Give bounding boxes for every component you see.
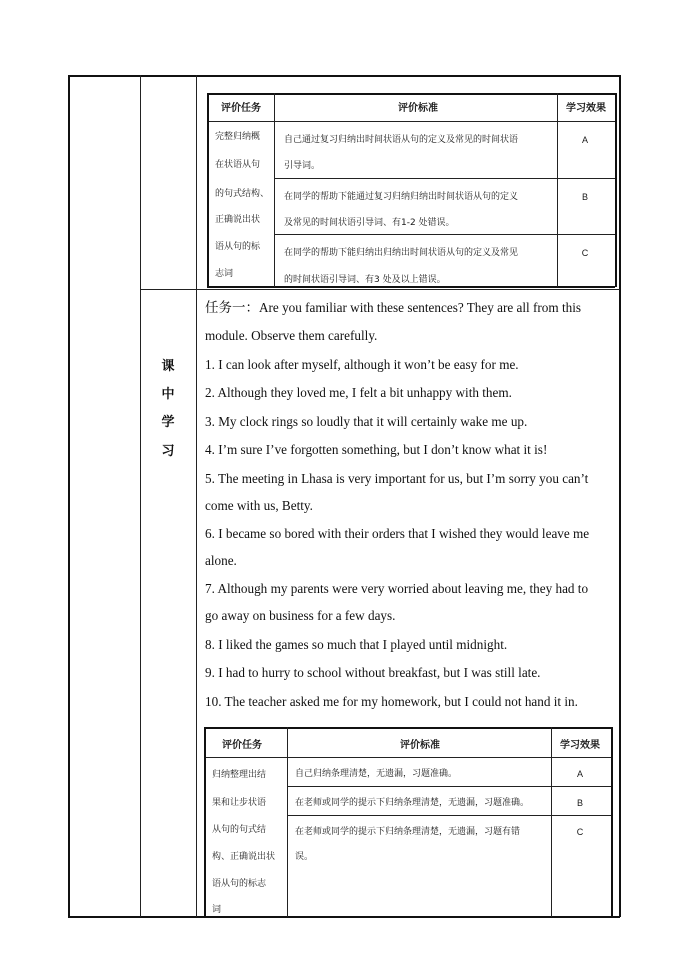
bottom-table-criteria-row-2: 在老师或同学的提示下归纳条理清楚，无遗漏，习题准确。 — [295, 798, 530, 808]
section-label-char-4: 习 — [161, 444, 175, 459]
sentence-line-10: go away on business for a few days. — [205, 608, 396, 623]
bottom-table-column-divider-2 — [551, 727, 552, 917]
bottom-table-row-divider-2 — [287, 815, 611, 816]
sentence-line-11: 8. I liked the games so much that I played until midnight. — [205, 637, 508, 652]
top-table-criteria-row-2-line-2: 及常见的时间状语引导词、有1-2 处错误。 — [284, 218, 455, 228]
top-table-bottom-border — [207, 286, 615, 288]
top-table-left-border — [207, 93, 209, 287]
outer-table-right-border — [619, 75, 621, 917]
top-table-task-line-3: 的句式结构、 — [215, 189, 270, 199]
top-table-grade-b: B — [581, 192, 588, 202]
top-table-header-criteria: 评价标准 — [398, 103, 438, 114]
outer-table-column-divider-2 — [196, 75, 197, 917]
top-table-task-line-6: 志词 — [215, 269, 234, 279]
top-table-column-divider-2 — [557, 93, 558, 287]
sentence-line-5: 5. The meeting in Lhasa is very important for us, but I’m sorry you can’t — [205, 471, 589, 486]
bottom-table-row-divider-1 — [287, 786, 611, 787]
top-table-top-border — [207, 93, 615, 95]
outer-table-left-border — [68, 75, 70, 917]
sentence-line-3: 3. My clock rings so loudly that it will certainly wake me up. — [205, 414, 528, 429]
sentence-line-7: 6. I became so bored with their orders that I wished they would leave me — [205, 526, 590, 541]
bottom-table-task-line-3: 从句的句式结 — [212, 825, 267, 835]
sentence-line-12: 9. I had to hurry to school without breakfast, but I was still late. — [205, 665, 541, 680]
top-table-header-result: 学习效果 — [566, 103, 606, 114]
section-label-char-2: 中 — [161, 387, 175, 402]
bottom-table-task-line-1: 归纳整理出结 — [212, 770, 267, 780]
bottom-table-top-border — [204, 727, 611, 729]
top-table-row-divider-1 — [274, 178, 615, 179]
top-table-task-line-2: 在状语从句 — [215, 160, 261, 170]
task-one-title-text: Are you familiar with these sentences? They are all from this — [259, 300, 582, 315]
bottom-table-task-line-5: 语从句的标志 — [212, 879, 267, 889]
bottom-table-header-divider — [204, 757, 611, 758]
task-one-title-line-2: module. Observe them carefully. — [205, 328, 378, 343]
outer-table-top-border — [68, 75, 620, 77]
sentence-line-9: 7. Although my parents were very worried about leaving me, they had to — [205, 581, 589, 596]
top-table-criteria-row-3-line-1: 在同学的帮助下能归纳出归纳出时间状语从句的定义及常见 — [284, 248, 519, 258]
top-table-header-task: 评价任务 — [221, 103, 261, 114]
sentence-line-6: come with us, Betty. — [205, 498, 313, 513]
sentence-line-8: alone. — [205, 553, 237, 568]
top-table-row-divider-2 — [274, 234, 615, 235]
bottom-table-grade-b: B — [576, 798, 583, 808]
top-table-column-divider-1 — [274, 93, 275, 287]
bottom-table-grade-a: A — [576, 769, 583, 779]
sentence-line-13: 10. The teacher asked me for my homework, but I could not hand it in. — [205, 694, 578, 709]
outer-table-bottom-border — [68, 916, 620, 918]
sentence-line-2: 2. Although they loved me, I felt a bit unhappy with them. — [205, 385, 512, 400]
bottom-table-grade-c: C — [576, 827, 584, 837]
outer-table-row-divider — [140, 289, 620, 290]
top-table-grade-a: A — [581, 135, 588, 145]
top-table-header-divider — [207, 121, 615, 122]
bottom-table-header-criteria: 评价标准 — [400, 740, 440, 751]
top-table-criteria-row-1-line-1: 自己通过复习归纳出时间状语从句的定义及常见的时间状语 — [284, 135, 519, 145]
top-table-task-line-5: 语从句的标 — [215, 242, 261, 252]
top-table-right-border — [615, 93, 617, 287]
sentence-line-1: 1. I can look after myself, although it won’t be easy for me. — [205, 357, 519, 372]
bottom-table-task-line-4: 构、正确说出状 — [212, 852, 276, 862]
bottom-table-column-divider-1 — [287, 727, 288, 917]
section-label-char-3: 学 — [161, 415, 175, 430]
bottom-table-criteria-row-1: 自己归纳条理清楚，无遗漏，习题准确。 — [295, 769, 458, 779]
bottom-table-task-line-6: 词 — [212, 905, 222, 915]
sentence-line-4: 4. I’m sure I’ve forgotten something, but I don’t know what it is! — [205, 442, 548, 457]
section-label-char-1: 课 — [161, 359, 175, 374]
bottom-table-criteria-row-3-line-2: 误。 — [295, 852, 314, 862]
bottom-table-task-line-2: 果和让步状语 — [212, 798, 267, 808]
task-one-title — [205, 301, 581, 316]
task-one-prefix: 任务一： — [205, 300, 259, 316]
bottom-table-right-border — [611, 727, 613, 917]
top-table-criteria-row-1-line-2: 引导词。 — [284, 161, 321, 171]
top-table-criteria-row-2-line-1: 在同学的帮助下能通过复习归纳归纳出时间状语从句的定义 — [284, 192, 519, 202]
bottom-table-header-result: 学习效果 — [560, 740, 600, 751]
top-table-grade-c: C — [581, 248, 589, 258]
bottom-table-header-task: 评价任务 — [222, 740, 262, 751]
bottom-table-criteria-row-3-line-1: 在老师或同学的提示下归纳条理清楚，无遗漏，习题有错 — [295, 827, 521, 837]
top-table-task-line-4: 正确说出状 — [215, 215, 261, 225]
bottom-table-left-border — [204, 727, 206, 917]
top-table-task-line-1: 完整归纳概 — [215, 132, 261, 142]
top-table-criteria-row-3-line-2: 的时间状语引导词、有3 处及以上错误。 — [284, 275, 446, 285]
outer-table-column-divider-1 — [140, 75, 141, 917]
